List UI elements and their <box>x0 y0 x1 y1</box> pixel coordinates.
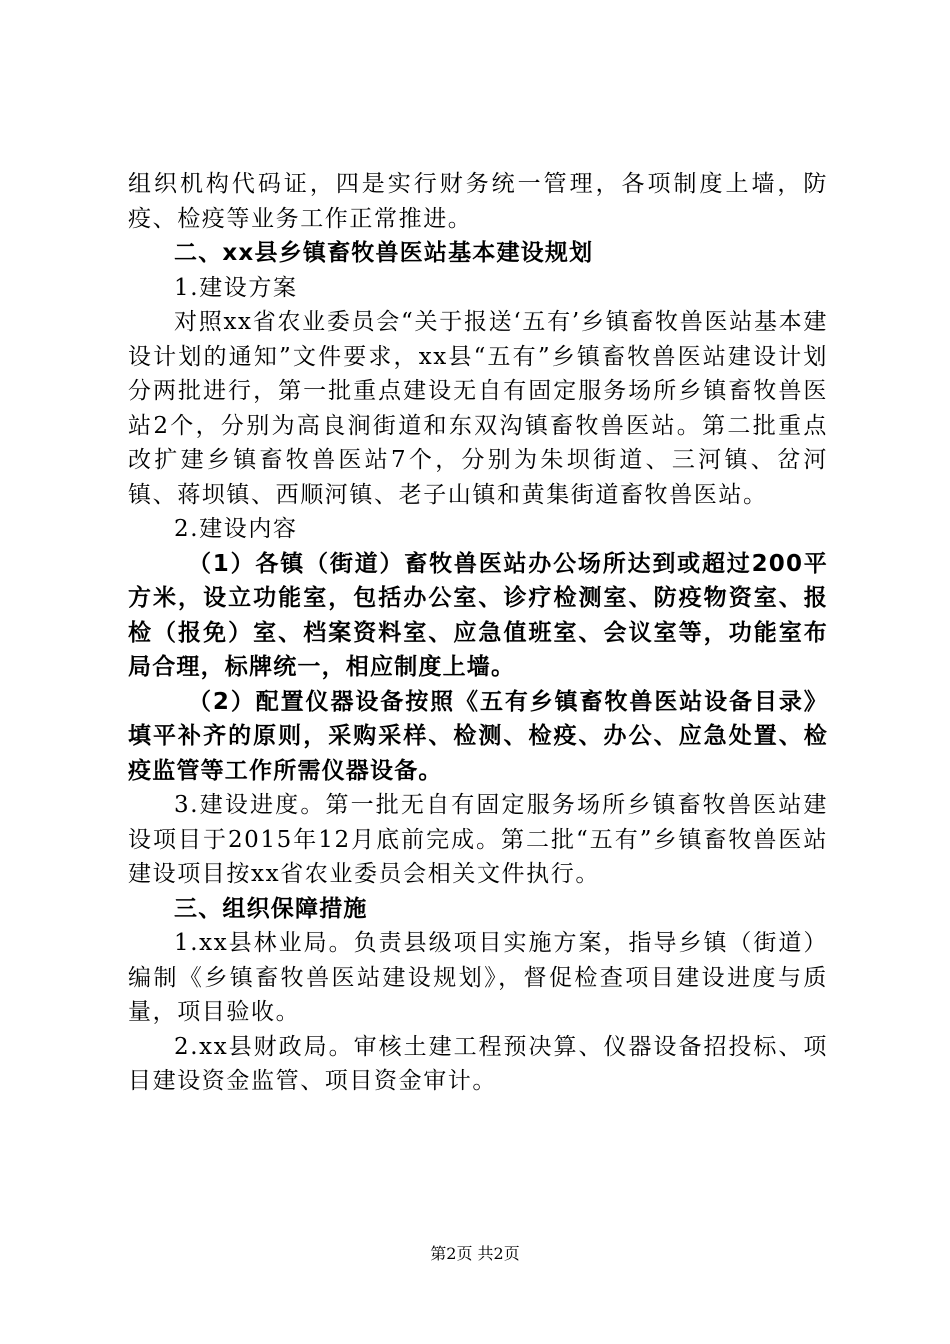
paragraph-continuation: 组织机构代码证，四是实行财务统一管理，各项制度上墙，防疫、检疫等业务工作正常推进。 <box>128 171 828 232</box>
section-heading-3: 三、组织保障措施 <box>174 895 368 922</box>
document-body <box>128 167 828 1099</box>
paragraph-content-item-1: （1）各镇（街道）畜牧兽医站办公场所达到或超过200平方米，设立功能室，包括办公室、诊疗检测室、防疫物资室、报检（报免）室、档案资料室、应急值班室、会议室等，功能室布局合理，标牌统一，相应制度上墙。 <box>128 550 828 680</box>
paragraph-construction-progress: 3.建设进度。第一批无自有固定服务场所乡镇畜牧兽医站建设项目于2015年12月底前完成。第二批“五有”乡镇畜牧兽医站建设项目按xx省农业委员会相关文件执行。 <box>128 792 828 887</box>
subheading-construction-content: 2.建设内容 <box>174 516 298 542</box>
section-heading-2: 二、xx县乡镇畜牧兽医站基本建设规划 <box>174 240 594 266</box>
paragraph-content-item-2: （2）配置仪器设备按照《五有乡镇畜牧兽医站设备目录》填平补齐的原则，采购采样、检测、检疫、办公、应急处置、检疫监管等工作所需仪器设备。 <box>128 688 828 784</box>
subheading-construction-plan: 1.建设方案 <box>174 274 298 301</box>
paragraph-forestry-bureau: 1.xx县林业局。负责县级项目实施方案，指导乡镇（街道）编制《乡镇畜牧兽医站建设规划》，督促检查项目建设进度与质量，项目验收。 <box>128 930 828 1025</box>
page-footer: 第2页 共2页 <box>430 1244 520 1263</box>
paragraph-finance-bureau: 2.xx县财政局。审核土建工程预决算、仪器设备招投标、项目建设资金监管、项目资金审计。 <box>128 1033 828 1094</box>
paragraph-construction-plan: 对照xx省农业委员会“关于报送‘五有’乡镇畜牧兽医站基本建设计划的通知”文件要求，xx县“五有”乡镇畜牧兽医站建设计划分两批进行，第一批重点建设无自有固定服务场所乡镇畜牧兽医站2个，分别为高良涧街道和东双沟镇畜牧兽医站。第二批重点改扩建乡镇畜牧兽医站7个，分别为朱坝街道、三河镇、岔河镇、蒋坝镇、西顺河镇、老子山镇和黄集街道畜牧兽医站。 <box>128 309 828 508</box>
